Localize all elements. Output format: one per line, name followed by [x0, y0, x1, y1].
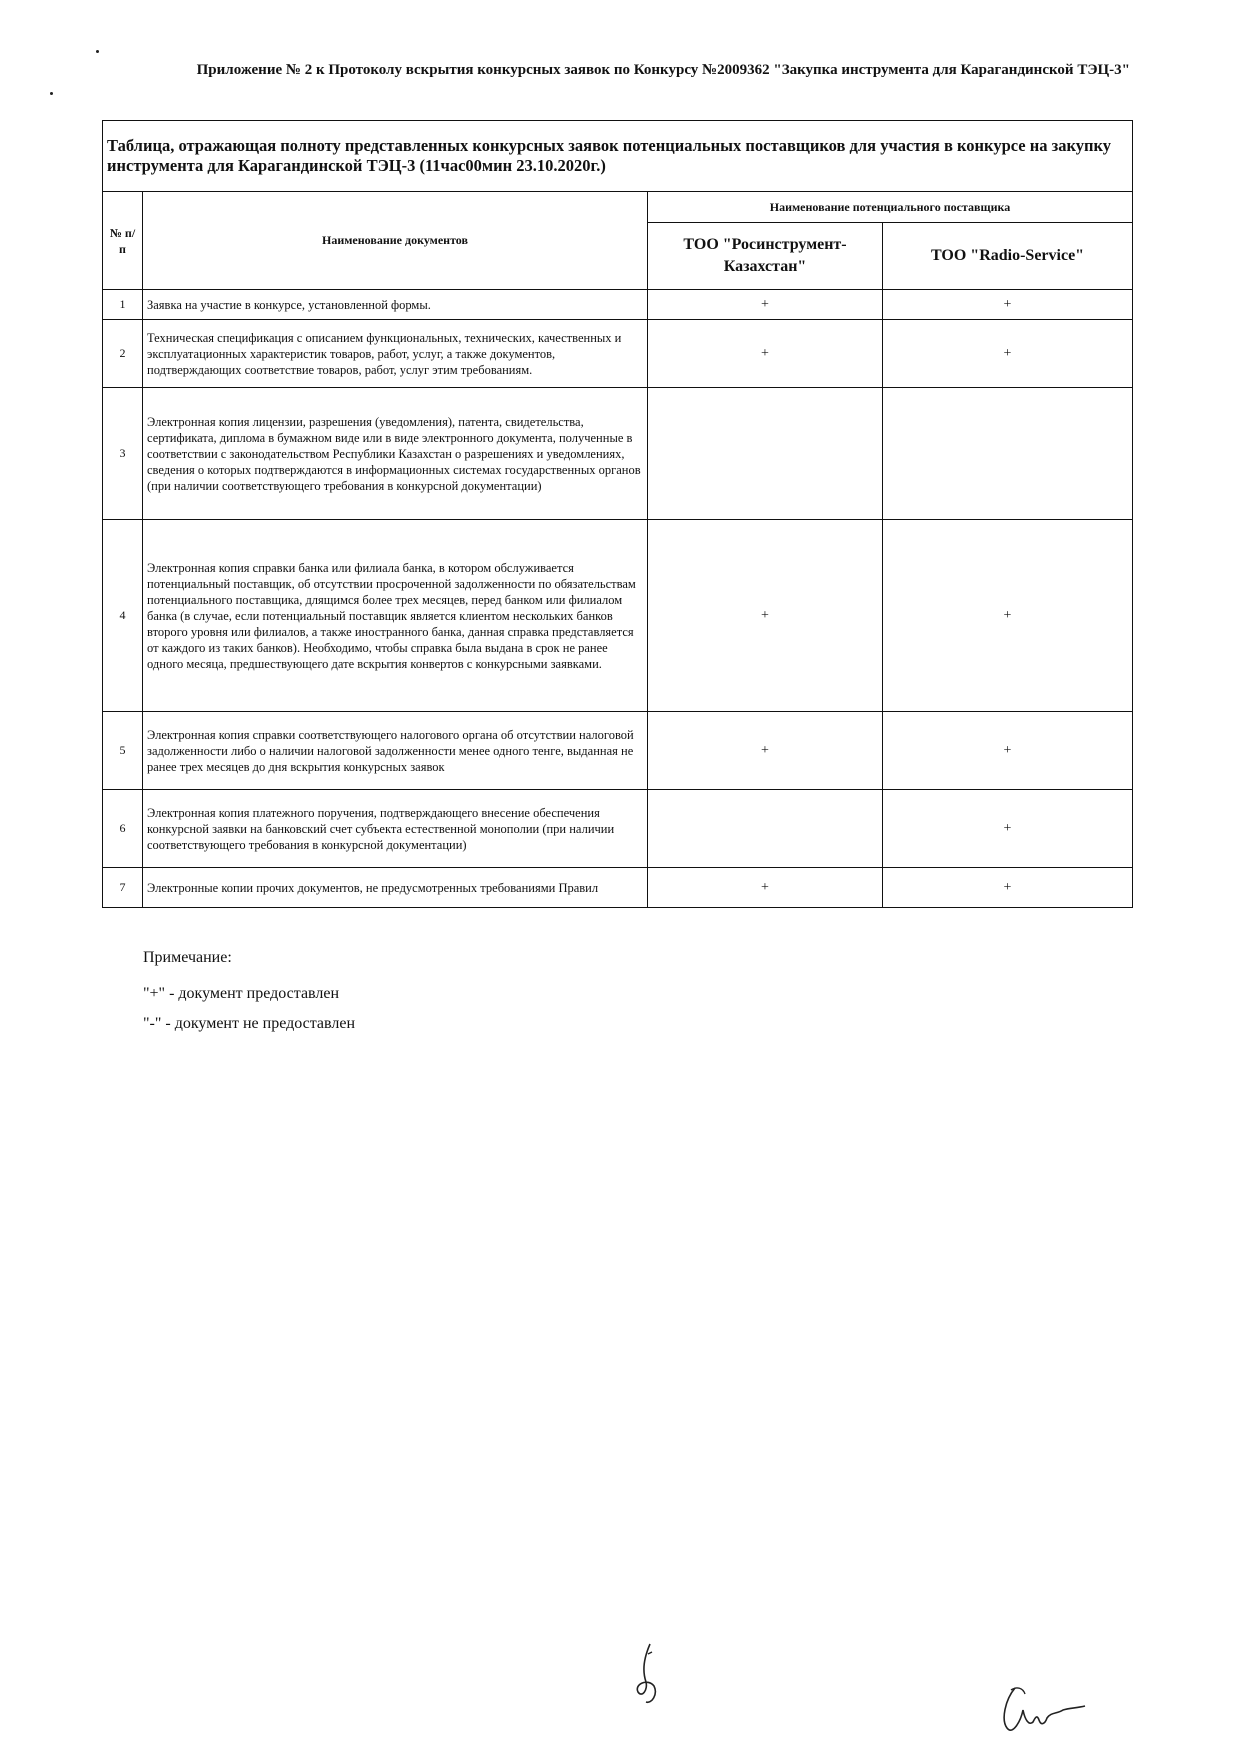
table-title-row — [103, 121, 1133, 192]
table-row — [103, 320, 1133, 388]
document-name: Электронная копия справки банка или филиала банка, в котором обслуживается потенциальный поставщик, об отсутствии просроченной задолженности по обязательствам потенциального поставщика, длящимся более трех месяцев, перед банком или филиалом банка (в случае, если потенциальный поставщик является клиентом нескольких банков второго уровня или филиалов, а также иностранного банка, данная справка представляется от каждого из таких банков). Необходимо, чтобы справка была выдана в срок не ранее одного месяца, предшествующего дате вскрытия конвертов с конкурсными заявками. — [143, 520, 648, 712]
supplier-2-mark: + — [883, 712, 1133, 790]
document-name: Электронная копия лицензии, разрешения (уведомления), патента, свидетельства, сертификата, диплома в бумажном виде или в виде электронного документа, полученные в соответствии с законодательством Республики Казахстан о разрешениях и уведомлениях, сведения о которых подтверждаются в информационных системах государственных органов (при наличии соответствующего требования в конкурсной документации) — [143, 388, 648, 520]
supplier-name: ТОО "Radio-Service" — [883, 223, 1133, 290]
table-title: Таблица, отражающая полноту представленных конкурсных заявок потенциальных поставщиков для участия в конкурсе на закупку инструмента для Карагандинской ТЭЦ-3 (11час00мин 23.10.2020г.) — [103, 121, 1133, 192]
header-text: Приложение № 2 к Протоколу вскрытия конкурсных заявок по Конкурсу №2009362 "Закупка инструмента для Карагандинской ТЭЦ-3" — [196, 62, 1130, 78]
row-number: 7 — [103, 868, 143, 908]
signature — [995, 1680, 1090, 1740]
note-minus: "-" - документ не предоставлен — [143, 1015, 356, 1032]
supplier-1-mark: + — [648, 520, 883, 712]
row-number: 5 — [103, 712, 143, 790]
table-row — [103, 388, 1133, 520]
signature-mark — [628, 1640, 668, 1710]
supplier-1-mark: + — [648, 290, 883, 320]
supplier-1-mark: + — [648, 712, 883, 790]
document-header — [140, 60, 1130, 80]
row-number: 1 — [103, 290, 143, 320]
supplier-1-mark — [648, 790, 883, 868]
supplier-2-mark: + — [883, 520, 1133, 712]
supplier-2-mark: + — [883, 790, 1133, 868]
supplier-2-mark: + — [883, 290, 1133, 320]
supplier-1-mark: + — [648, 320, 883, 388]
supplier-1-mark: + — [648, 868, 883, 908]
document-name: Электронные копии прочих документов, не предусмотренных требованиями Правил — [143, 868, 648, 908]
supplier-name: ТОО "Росинструмент-Казахстан" — [648, 223, 883, 290]
column-header-number: № п/п — [103, 192, 143, 290]
row-number: 3 — [103, 388, 143, 520]
table-row — [103, 520, 1133, 712]
scan-artifact — [96, 50, 99, 53]
row-number: 4 — [103, 520, 143, 712]
note-plus: "+" - документ предоставлен — [143, 985, 340, 1002]
row-number: 6 — [103, 790, 143, 868]
completeness-table — [102, 120, 1133, 908]
table-row — [103, 712, 1133, 790]
supplier-2-mark: + — [883, 320, 1133, 388]
table-row — [103, 790, 1133, 868]
column-header-documents: Наименование документов — [143, 192, 648, 290]
document-name: Техническая спецификация с описанием функциональных, технических, качественных и эксплуатационных характеристик товаров, работ, услуг, а также документов, подтверждающих соответствие товаров, работ, услуг этим требованиям. — [143, 320, 648, 388]
row-number: 2 — [103, 320, 143, 388]
table-row — [103, 290, 1133, 320]
supplier-1-mark — [648, 388, 883, 520]
document-name: Электронная копия платежного поручения, подтверждающего внесение обеспечения конкурсной заявки на банковский счет субъекта естественной монополии (при наличии соответствующего требования в конкурсной документации) — [143, 790, 648, 868]
document-name: Электронная копия справки соответствующего налогового органа об отсутствии налоговой задолженности либо о наличии налоговой задолженности менее одного тенге, выданная не ранее трех месяцев до дня вскрытия конкурсных заявок — [143, 712, 648, 790]
column-header-suppliers: Наименование потенциального поставщика — [648, 192, 1133, 223]
table-row — [103, 868, 1133, 908]
table-header-row — [103, 192, 1133, 223]
document-name: Заявка на участие в конкурсе, установленной формы. — [143, 290, 648, 320]
supplier-2-mark — [883, 388, 1133, 520]
supplier-2-mark: + — [883, 868, 1133, 908]
scan-artifact — [50, 92, 53, 95]
note-title: Примечание: — [143, 949, 232, 966]
